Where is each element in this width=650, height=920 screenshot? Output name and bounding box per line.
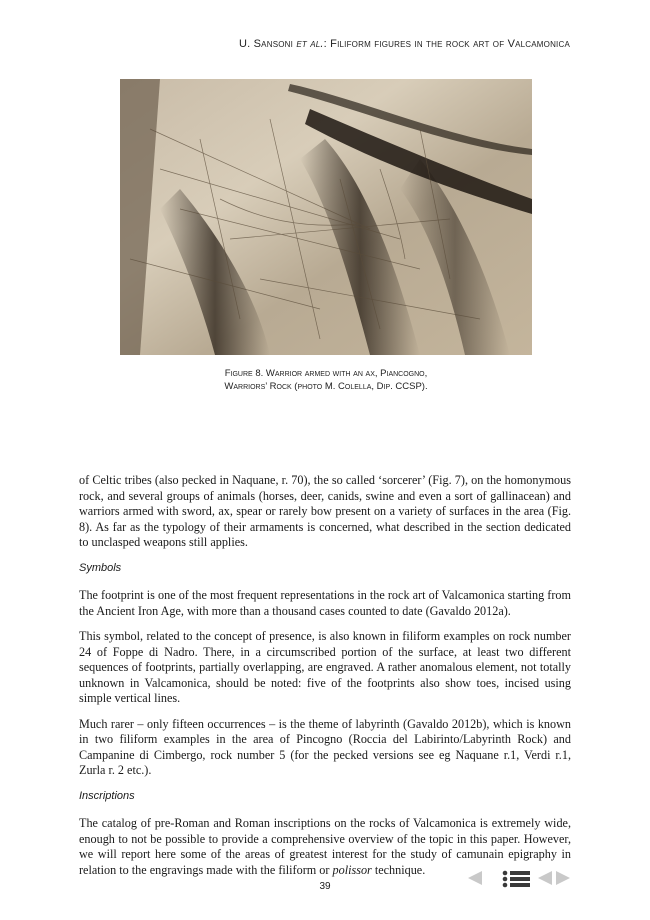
paragraph-5-end: technique.: [371, 862, 426, 877]
back-button[interactable]: [536, 869, 554, 891]
list-icon: [502, 869, 532, 889]
paragraph-5-italic: polissor: [332, 862, 372, 877]
paragraph-2: The footprint is one of the most frequent representations in the rock art of Valcamonica starting from the Ancient Iron Age, with more than a thousand cases counted to date (Gavaldo 2012a).: [79, 588, 571, 618]
caption-line-2: Warriors’ Rock (photo M. Colella, Dip. CCSP).: [224, 381, 428, 392]
paragraph-5-text: The catalog of pre-Roman and Roman inscriptions on the rocks of Valcamonica is extremely wide, enough to not be possible to provide a comprehensive overview of the topic in this paper. However, we will report here some of the areas of greatest interest for the study of camunain epigraphy in relation to the engravings made with the filiform or: [79, 816, 571, 877]
heading-symbols: Symbols: [79, 561, 122, 574]
heading-inscriptions: Inscriptions: [79, 789, 135, 802]
contents-button[interactable]: [502, 869, 532, 893]
next-page-button[interactable]: [554, 869, 572, 891]
prev-page-button[interactable]: [466, 869, 484, 891]
figure-caption: [120, 367, 532, 393]
paragraph-4: Much rarer – only fifteen occurrences – is the theme of labyrinth (Gavaldo 2012b), which is known in two filiform examples in the area of Pincogno (Roccia del Labirinto/Labyrinth Rock) and Campanine di Cimbergo, rock number 5 (for the pecked versions see eg Naquane r.1, Verdi r.1, Zurla r. 2 etc.).: [79, 716, 571, 777]
header-etal: et al.: [296, 38, 324, 50]
body-text: [79, 473, 571, 888]
paragraph-1: of Celtic tribes (also pecked in Naquane, r. 70), the so called ‘sorcerer’ (Fig. 7), on the homonymous rock, and several groups of animals (horses, deer, canids, swine and even a sort of gallinacean) and warriors armed with sword, ax, spear or rarely bow present on a variety of surfaces in the area (Fig. 8). As far as the typology of their armaments is concerned, what described in the section dedicated to unclasped weapons still applies.: [79, 473, 571, 549]
header-title: : Filiform figures in the rock art of Valcamonica: [323, 38, 570, 50]
page-number: 39: [319, 881, 331, 892]
triangle-left-icon: [536, 869, 554, 887]
figure-photo: [120, 79, 532, 355]
paragraph-5: [79, 816, 571, 878]
caption-line-1: Figure 8. Warrior armed with an ax, Piancogno,: [224, 368, 428, 379]
triangle-right-icon: [554, 869, 572, 887]
header-author: U. Sansoni: [238, 38, 294, 50]
paragraph-3: This symbol, related to the concept of presence, is also known in filiform examples on rock number 24 of Foppe di Nadro. There, in a circumscribed portion of the surface, at least two different sequences of footprints, partially overlapping, are engraved. A rather anomalous element, not totally unknown in Valcamonica, should be noted: five of the footprints also show toes, incised using simple vertical lines.: [79, 629, 571, 705]
triangle-left-icon: [466, 869, 484, 887]
running-header: [239, 38, 570, 50]
